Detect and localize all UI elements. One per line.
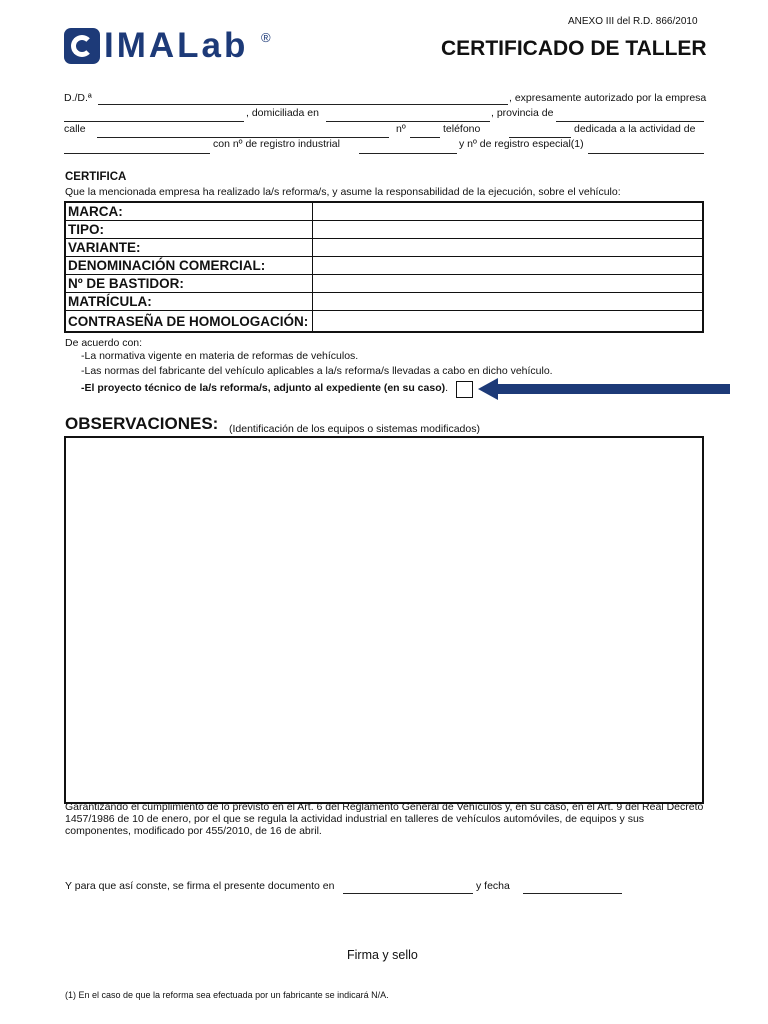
vehicle-row-value[interactable] <box>313 293 704 311</box>
proyecto-checkbox[interactable] <box>456 381 473 398</box>
label-provincia: , provincia de <box>491 107 554 119</box>
observaciones-heading: OBSERVACIONES: <box>65 414 219 433</box>
firma-sello: Firma y sello <box>347 948 418 962</box>
field-empresa[interactable] <box>64 121 244 122</box>
field-registro-especial[interactable] <box>588 153 704 154</box>
vehicle-row-label: TIPO: <box>65 221 313 239</box>
label-registro-especial: y nº de registro especial(1) <box>459 138 584 150</box>
vehicle-row-label: MATRÍCULA: <box>65 293 313 311</box>
page-title: CERTIFICADO DE TALLER <box>441 37 707 60</box>
vehicle-row <box>65 221 703 239</box>
label-fecha: y fecha <box>476 880 510 892</box>
label-conste: Y para que así conste, se firma el presente documento en <box>65 880 335 892</box>
acuerdo-item-3-end: . <box>445 382 449 394</box>
vehicle-row-value[interactable] <box>313 202 704 221</box>
label-domiciliada: , domiciliada en <box>246 107 319 119</box>
certifica-heading: CERTIFICA <box>65 171 127 183</box>
vehicle-row <box>65 275 703 293</box>
vehicle-row-value[interactable] <box>313 311 704 333</box>
label-dedicada: dedicada a la actividad de <box>574 123 696 135</box>
vehicle-row <box>65 202 703 221</box>
label-numero: nº <box>396 123 406 135</box>
logo-c-icon <box>64 28 100 64</box>
label-telefono: teléfono <box>443 123 481 135</box>
acuerdo-item-3 <box>81 382 448 394</box>
footnote: (1) En el caso de que la reforma sea efectuada por un fabricante se indicará N/A. <box>65 990 389 1000</box>
field-domicilio[interactable] <box>326 121 490 122</box>
logo-text: IMALab <box>104 26 249 65</box>
logo-registered-mark: ® <box>261 30 271 45</box>
arrow-left-icon <box>478 378 730 400</box>
legal-text: Garantizando el cumplimiento de lo previsto en el Art. 6 del Reglamento General de Vehículos y, en su caso, en el Art. 9 del Real Decreto 1457/1986 de 10 de enero, por el que se regula la actividad industrial en talleres de vehículos automóviles, de equipos y sus componentes, modificado por 455/2010, de 16 de abril. <box>65 801 704 837</box>
field-fecha[interactable] <box>523 893 622 894</box>
field-numero[interactable] <box>410 137 440 138</box>
label-dd: D./D.ª <box>64 92 92 104</box>
vehicle-row-label: MARCA: <box>65 202 313 221</box>
acuerdo-item-2: -Las normas del fabricante del vehículo aplicables a la/s reforma/s llevadas a cabo en dicho vehículo. <box>81 365 553 377</box>
field-registro-industrial[interactable] <box>359 153 457 154</box>
vehicle-row-label: VARIANTE: <box>65 239 313 257</box>
annex-reference: ANEXO III del R.D. 866/2010 <box>568 16 698 27</box>
vehicle-table <box>64 201 704 333</box>
certifica-text: Que la mencionada empresa ha realizado la/s reforma/s, y asume la responsabilidad de la ejecución, sobre el vehículo: <box>65 186 621 198</box>
vehicle-row-value[interactable] <box>313 239 704 257</box>
vehicle-row-value[interactable] <box>313 257 704 275</box>
label-autorizado: , expresamente autorizado por la empresa <box>509 92 707 104</box>
vehicle-row <box>65 257 703 275</box>
field-actividad[interactable] <box>64 153 210 154</box>
vehicle-row-value[interactable] <box>313 221 704 239</box>
vehicle-row <box>65 311 703 333</box>
vehicle-row-label: DENOMINACIÓN COMERCIAL: <box>65 257 313 275</box>
observaciones-note: (Identificación de los equipos o sistemas modificados) <box>229 423 480 435</box>
field-nombre[interactable] <box>98 104 508 105</box>
acuerdo-intro: De acuerdo con: <box>65 337 143 349</box>
vehicle-row-value[interactable] <box>313 275 704 293</box>
field-lugar[interactable] <box>343 893 473 894</box>
label-calle: calle <box>64 123 86 135</box>
vehicle-row <box>65 293 703 311</box>
acuerdo-item-3-text: -El proyecto técnico de la/s reforma/s, adjunto al expediente (en su caso) <box>81 382 446 394</box>
field-provincia[interactable] <box>556 121 704 122</box>
vehicle-row-label: CONTRASEÑA DE HOMOLOGACIÓN: <box>65 311 313 333</box>
vehicle-row-label: Nº DE BASTIDOR: <box>65 275 313 293</box>
observaciones-textarea[interactable] <box>64 436 704 804</box>
acuerdo-item-1: -La normativa vigente en materia de reformas de vehículos. <box>81 350 359 362</box>
label-registro-industrial: con nº de registro industrial <box>213 138 340 150</box>
vehicle-row <box>65 239 703 257</box>
